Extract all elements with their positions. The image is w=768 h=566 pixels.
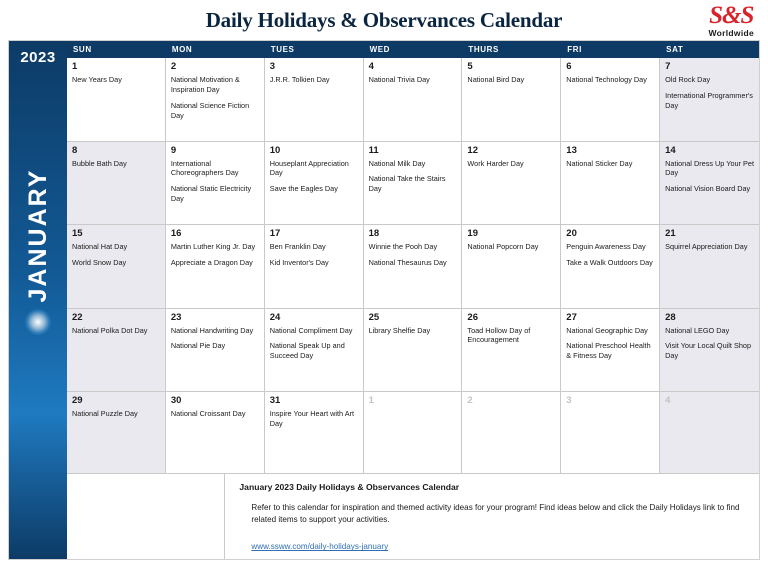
- logo-mark-text: S&S: [709, 2, 754, 29]
- day-number: 27: [566, 311, 577, 323]
- glow-decoration-icon: [25, 309, 51, 335]
- day-number: 1: [72, 61, 78, 72]
- day-event: National Popcorn Day: [467, 242, 539, 251]
- day-number: 25: [368, 311, 380, 323]
- day-number: 3: [566, 395, 572, 406]
- calendar-day-cell[interactable]: [660, 309, 759, 393]
- day-event: National Pie Day: [170, 341, 226, 351]
- day-number: 9: [170, 144, 177, 156]
- day-event: National Compliment Day: [269, 325, 353, 335]
- footnote-text: Refer to this calendar for inspiration and themed activity ideas for your program! Find ideas below and click the Daily Holidays link to find related items to support your activities.: [251, 503, 740, 525]
- day-number: 13: [566, 144, 577, 156]
- month-rail: [9, 41, 67, 559]
- weekday-wed: WED: [364, 41, 463, 58]
- day-event: Old Rock Day: [665, 75, 711, 84]
- day-number: 12: [467, 144, 478, 156]
- calendar-day-cell[interactable]: [561, 392, 660, 476]
- calendar-day-cell[interactable]: [660, 142, 759, 226]
- day-event: National LEGO Day: [665, 325, 730, 335]
- calendar-day-cell[interactable]: [660, 225, 759, 309]
- calendar-day-cell[interactable]: [364, 142, 463, 226]
- day-event: Inspire Your Heart with Art Day: [269, 409, 355, 428]
- footnote-title: January 2023 Daily Holidays & Observances Calendar: [239, 482, 460, 492]
- calendar-week-row: [67, 142, 759, 226]
- day-event: Save the Eagles Day: [269, 184, 338, 194]
- day-event: National Dress Up Your Pet Day: [665, 158, 754, 178]
- day-event: World Snow Day: [72, 257, 127, 267]
- day-event: National Handwriting Day: [170, 325, 254, 335]
- calendar-day-cell[interactable]: [364, 309, 463, 393]
- weekday-sat: SAT: [660, 41, 759, 58]
- day-event: National Polka Dot Day: [72, 325, 148, 335]
- day-event: National Milk Day: [368, 158, 426, 168]
- day-number: 22: [72, 311, 83, 323]
- brand-logo: [708, 3, 754, 38]
- day-number: 14: [665, 144, 676, 156]
- day-number: 31: [269, 395, 281, 406]
- day-event: Toad Hollow Day of Encouragement: [467, 325, 531, 345]
- day-number: 16: [170, 228, 182, 239]
- day-event: National Preschool Health & Fitness Day: [566, 341, 651, 361]
- month-label: JANUARY: [24, 168, 52, 303]
- calendar-day-cell[interactable]: [660, 392, 759, 476]
- day-event: Penguin Awareness Day: [566, 242, 646, 251]
- calendar-day-cell[interactable]: [265, 58, 364, 142]
- day-event: National Croissant Day: [170, 409, 246, 418]
- day-event: Appreciate a Dragon Day: [170, 257, 253, 267]
- calendar-day-cell[interactable]: [561, 309, 660, 393]
- day-number: 23: [170, 311, 182, 323]
- day-number: 18: [368, 228, 380, 239]
- calendar-week-row: [67, 58, 759, 142]
- calendar-day-cell[interactable]: [462, 58, 561, 142]
- day-event: J.R.R. Tolkien Day: [269, 75, 330, 84]
- calendar-day-cell[interactable]: [166, 225, 265, 309]
- day-number: 10: [269, 144, 281, 156]
- calendar-week-row: [67, 225, 759, 309]
- day-number: 6: [566, 61, 572, 72]
- day-event: National Motivation & Inspiration Day: [170, 75, 240, 94]
- calendar-day-cell[interactable]: [67, 225, 166, 309]
- day-number: 15: [72, 228, 83, 239]
- day-number: 30: [170, 395, 182, 406]
- calendar-day-cell[interactable]: [265, 225, 364, 309]
- calendar-day-cell[interactable]: [265, 309, 364, 393]
- day-number: 4: [368, 61, 374, 72]
- calendar-day-cell[interactable]: [462, 309, 561, 393]
- calendar-day-cell[interactable]: [561, 58, 660, 142]
- day-event: National Trivia Day: [368, 75, 430, 84]
- day-event: National Bird Day: [467, 75, 525, 84]
- day-number: 21: [665, 228, 676, 239]
- day-event: International Choreographers Day: [170, 158, 239, 178]
- day-event: Bubble Bath Day: [72, 158, 127, 168]
- day-event: International Programmer's Day: [665, 90, 753, 110]
- day-event: National Vision Board Day: [665, 184, 751, 194]
- day-number: 24: [269, 311, 281, 323]
- day-number: 3: [269, 61, 275, 72]
- year-label: 2023: [20, 49, 56, 66]
- calendar-day-cell[interactable]: [166, 142, 265, 226]
- calendar-day-cell[interactable]: [166, 309, 265, 393]
- day-number: 26: [467, 311, 478, 323]
- logo-subtitle-text: Worldwide: [708, 28, 754, 38]
- day-event: National Static Electricity Day: [170, 184, 252, 204]
- day-event: National Speak Up and Succeed Day: [269, 341, 345, 361]
- day-event: National Science Fiction Day: [170, 100, 250, 120]
- calendar-day-cell[interactable]: [265, 392, 364, 476]
- calendar-day-cell[interactable]: [166, 392, 265, 476]
- weekday-fri: FRI: [561, 41, 660, 58]
- weekday-sun: SUN: [67, 41, 166, 58]
- day-event: Winnie the Pooh Day: [368, 242, 438, 251]
- day-event: National Technology Day: [566, 75, 647, 84]
- day-event: Martin Luther King Jr. Day: [170, 242, 256, 251]
- calendar-day-cell[interactable]: [364, 392, 463, 476]
- day-number: 5: [467, 61, 473, 72]
- day-event: National Thesaurus Day: [368, 257, 447, 267]
- day-event: Squirrel Appreciation Day: [665, 242, 748, 251]
- day-event: National Hat Day: [72, 242, 128, 251]
- calendar-day-cell[interactable]: [561, 225, 660, 309]
- calendar-day-cell[interactable]: [67, 309, 166, 393]
- calendar-day-cell[interactable]: [364, 225, 463, 309]
- day-event: Take a Walk Outdoors Day: [566, 257, 653, 267]
- day-number: 7: [665, 61, 671, 72]
- calendar-container: [8, 40, 760, 560]
- day-event: Work Harder Day: [467, 158, 524, 168]
- day-number: 8: [72, 144, 78, 156]
- day-event: National Take the Stairs Day: [368, 174, 446, 194]
- day-event: National Sticker Day: [566, 158, 633, 168]
- footnote-body: [225, 474, 759, 559]
- day-event: Houseplant Appreciation Day: [269, 158, 349, 178]
- day-number: 28: [665, 311, 676, 323]
- calendar-day-cell[interactable]: [364, 58, 463, 142]
- weekday-thurs: THURS: [462, 41, 561, 58]
- weekday-header-row: [67, 41, 759, 58]
- day-number: 17: [269, 228, 281, 239]
- day-event: Kid Inventor's Day: [269, 257, 329, 267]
- day-number: 11: [368, 144, 379, 156]
- day-number: 1: [368, 395, 374, 406]
- day-number: 2: [467, 395, 473, 406]
- day-event: Ben Franklin Day: [269, 242, 326, 251]
- day-number: 20: [566, 228, 577, 239]
- calendar-day-cell[interactable]: [462, 142, 561, 226]
- calendar-day-cell[interactable]: [67, 392, 166, 476]
- calendar-day-cell[interactable]: [462, 392, 561, 476]
- calendar-day-cell[interactable]: [660, 58, 759, 142]
- weekday-mon: MON: [166, 41, 265, 58]
- day-event: New Years Day: [72, 75, 122, 84]
- weekday-tues: TUES: [265, 41, 364, 58]
- day-number: 2: [170, 61, 177, 72]
- calendar-day-cell[interactable]: [462, 225, 561, 309]
- day-event: Visit Your Local Quilt Shop Day: [665, 341, 752, 361]
- day-event: National Geographic Day: [566, 325, 648, 335]
- calendar-day-cell[interactable]: [67, 142, 166, 226]
- calendar-day-cell[interactable]: [166, 58, 265, 142]
- calendar-week-row: [67, 392, 759, 476]
- calendar-day-cell[interactable]: [561, 142, 660, 226]
- day-event: Library Shelfie Day: [368, 325, 431, 335]
- footnote-panel: [67, 473, 759, 559]
- day-number: 4: [665, 395, 671, 406]
- day-event: National Puzzle Day: [72, 409, 138, 418]
- calendar-day-cell[interactable]: [265, 142, 364, 226]
- footnote-spacer-cell: [67, 474, 225, 559]
- page-title: Daily Holidays & Observances Calendar: [205, 7, 563, 32]
- daily-holidays-link[interactable]: www.ssww.com/daily-holidays-january: [251, 542, 389, 552]
- day-number: 19: [467, 228, 478, 239]
- calendar-week-row: [67, 309, 759, 393]
- day-number: 29: [72, 395, 83, 406]
- calendar-day-cell[interactable]: [67, 58, 166, 142]
- page-header: [0, 0, 768, 40]
